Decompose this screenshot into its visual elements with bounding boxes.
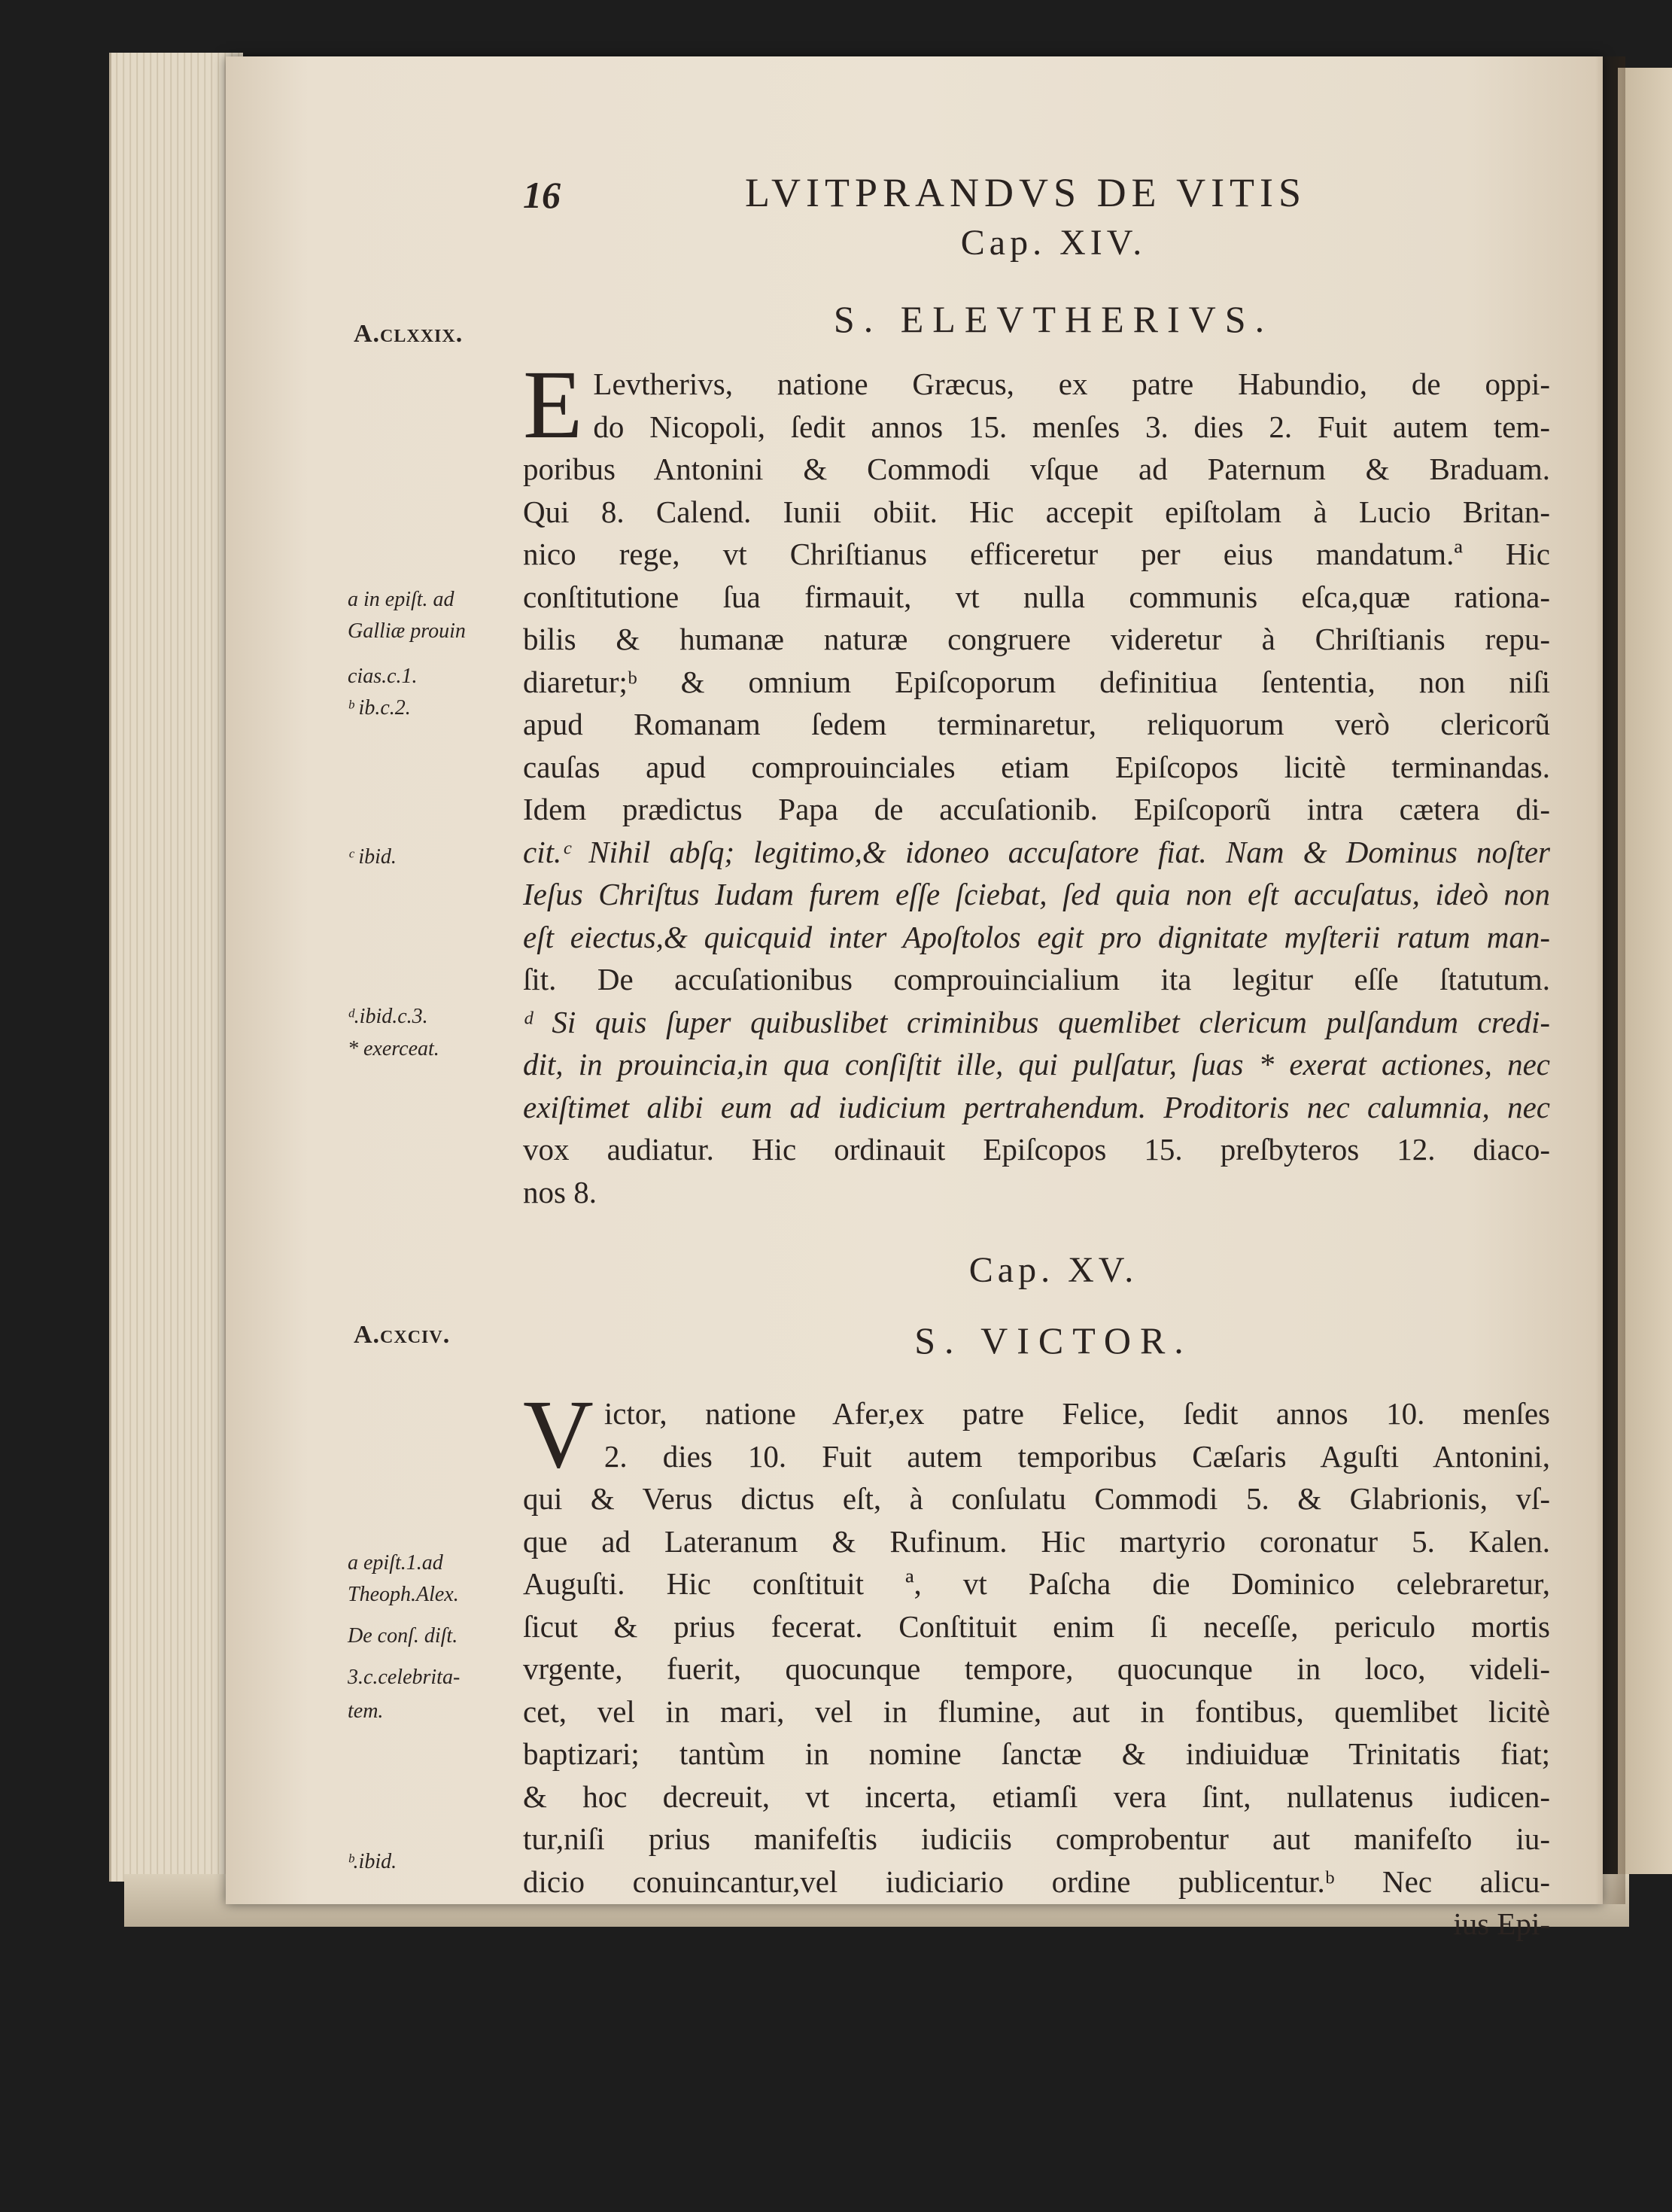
text-line: & hoc decreuit, vt incerta, etiamſi vera ſint, nullatenus iudicen- [523, 1778, 1550, 1814]
text-line: do Nicopoli, ſedit annos 15. menſes 3. dies 2. Fuit autem tem- [593, 409, 1550, 444]
text-line: 2. dies 10. Fuit autem temporibus Cæſaris Aguſti Antonini, [603, 1438, 1550, 1474]
text-line: dit, in prouincia,in qua conſiſtit ille, qui pulſatur, ſuas * exerat actiones, nec [523, 1047, 1550, 1082]
text-line: Ieſus Chriſtus Iudam furem eſſe ſciebat, ſed quia non eſt accuſatus, ideò non [523, 877, 1550, 911]
text-line: Qui 8. Calend. Iunii obiit. Hic accepit epiſtolam à Lucio Britan- [523, 494, 1550, 529]
text-line: dicio conuincantur,vel iudiciario ordine publicentur.ᵇ Nec alicu- [523, 1864, 1550, 1899]
year-note-2: A.cxciv. [354, 1321, 451, 1349]
marginal-note: 3.c.celebrita- [348, 1666, 461, 1689]
text-line: Idem prædictus Papa de accuſationib. Epiſcoporũ intra cætera di- [523, 792, 1550, 826]
text-line: bilis & humanæ naturæ congruere videretur à Chriſtianis repu- [523, 622, 1550, 656]
text-line: Levtherivs, natione Græcus, ex patre Habundio, de oppi- [593, 367, 1550, 401]
text-line: cet, vel in mari, vel in flumine, aut in fontibus, quemlibet licitè [523, 1693, 1550, 1729]
saint-title-victor: S. VICTOR. [914, 1319, 1193, 1362]
marginal-note: Galliæ prouin [348, 619, 466, 643]
text-line: ſicut & prius fecerat. Conſtituit enim ſi neceſſe, periculo mortis [523, 1608, 1550, 1644]
book-page-edges [109, 53, 243, 1882]
text-line: vox audiatur. Hic ordinauit Epiſcopos 15. preſbyteros 12. diaco- [523, 1132, 1550, 1167]
marginal-note: tem. [348, 1699, 384, 1723]
drop-cap-v: V [523, 1380, 594, 1489]
marginal-note: De conſ. diſt. [348, 1624, 458, 1648]
page-number: 16 [523, 174, 561, 216]
text-block-victor [523, 1380, 1550, 1946]
text-line: ſit. De accuſationibus comprouincialium ita legitur eſſe ſtatutum. [523, 962, 1550, 996]
marginal-note: a epiſt.1.ad [348, 1551, 443, 1575]
text-line: conſtitutione ſua firmauit, vt nulla communis eſca,quæ rationa- [523, 579, 1550, 614]
text-line: vrgente, fuerit, quocunque tempore, quocunque in loco, videli- [523, 1651, 1550, 1686]
text-line: exiſtimet alibi eum ad iudicium pertrahendum. Proditoris nec calumnia, nec [523, 1089, 1550, 1124]
page-gutter-shadow [1595, 56, 1625, 1904]
text-line: qui & Verus dictus eſt, à conſulatu Commodi 5. & Glabrionis, vſ- [523, 1481, 1550, 1516]
text-line: nico rege, vt Chriſtianus efficeretur per eius mandatum.ª Hic [523, 537, 1550, 571]
facing-page-edge [1618, 68, 1672, 1874]
text-line: Auguſti. Hic conſtituit ª, vt Paſcha die Dominico celebraretur, [523, 1566, 1550, 1601]
text-line: baptizari; tantùm in nomine ſanctæ & indiuiduæ Trinitatis fiat; [523, 1736, 1550, 1771]
marginal-note: ᵇ.ibid. [348, 1850, 397, 1873]
text-line: cit.ᶜ Nihil abſq; legitimo,& idoneo accuſatore fiat. Nam & Dominus noſter [523, 834, 1550, 869]
marginal-note: Theoph.Alex. [348, 1583, 459, 1606]
running-title: LVITPRANDVS DE VITIS [745, 170, 1307, 215]
text-line: diaretur;ᵇ & omnium Epiſcoporum definitiua ſententia, non niſi [523, 664, 1550, 699]
text-line: que ad Lateranum & Rufinum. Hic martyrio coronatur 5. Kalen. [523, 1523, 1550, 1559]
year-note-1: A.clxxix. [354, 320, 464, 348]
text-line: apud Romanam ſedem terminaretur, reliquorum verò clericorũ [523, 707, 1550, 741]
text-line: nos 8. [523, 1174, 597, 1209]
marginal-note: ᶜ ibid. [348, 845, 397, 869]
chapter-heading-xiv: Cap. XIV. [960, 223, 1147, 263]
text-line: cauſas apud comprouinciales etiam Epiſcopos licitè terminandas. [523, 749, 1550, 784]
chapter-heading-xv: Cap. XV. [968, 1250, 1138, 1290]
text-line: ᵈ Si quis ſuper quibuslibet criminibus quemlibet clericum pulſandum credi- [523, 1004, 1550, 1039]
marginal-note: a in epiſt. ad [348, 588, 454, 611]
text-line: poribus Antonini & Commodi vſque ad Paternum & Braduam. [523, 452, 1550, 486]
text-line: tur,niſi prius manifeſtis iudiciis comprobentur aut manifeſto iu- [523, 1821, 1550, 1856]
drop-cap-e: E [523, 351, 583, 459]
text-block-eleutherius [523, 351, 1550, 1213]
text-line: eſt eiectus,& quicquid inter Apoſtolos egit pro dignitate myſterii ratum man- [523, 919, 1550, 954]
text-line: ictor, natione Afer,ex patre Felice, ſedit annos 10. menſes [603, 1396, 1550, 1431]
marginal-note: ᵈ.ibid.c.3. [348, 1005, 428, 1028]
saint-title-eleutherius: S. ELEVTHERIVS. [833, 298, 1274, 340]
text-line: ius Epi- [1453, 1906, 1550, 1941]
marginal-note: * exerceat. [348, 1037, 439, 1060]
marginal-note: ᵇ ib.c.2. [348, 696, 411, 720]
marginal-note: cias.c.1. [348, 665, 418, 688]
